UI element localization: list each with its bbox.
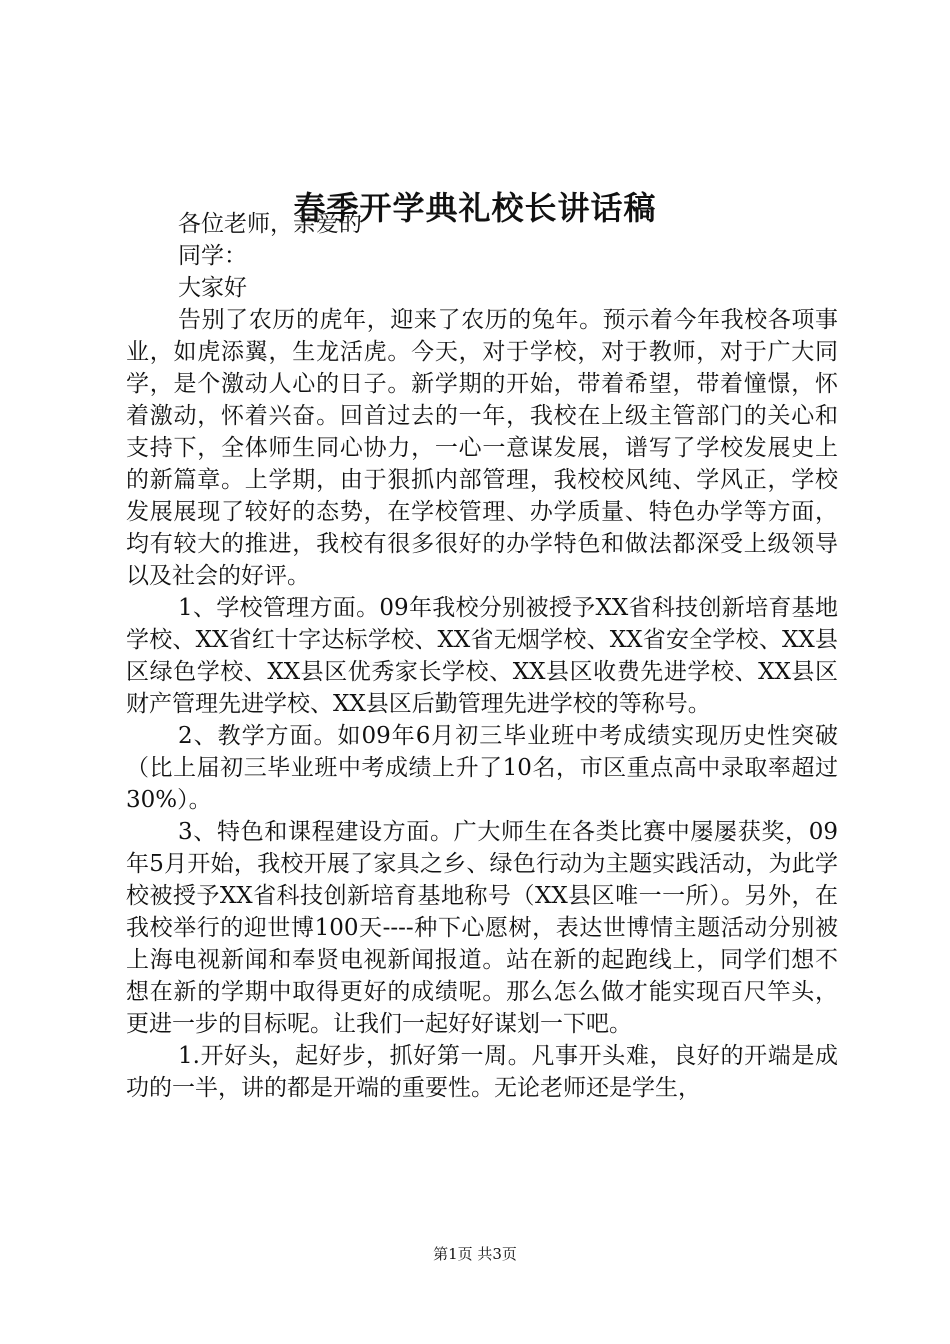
body-paragraph: 1.开好头，起好步，抓好第一周。凡事开头难，良好的开端是成功的一半，讲的都是开端的重要性。无论老师还是学生， (126, 1043, 838, 1101)
body-paragraph: 告别了农历的虎年，迎来了农历的兔年。预示着今年我校各项事业，如虎添翼，生龙活虎。今天，对于学校，对于教师，对于广大同学，是个激动人心的日子。新学期的开始，带着希望，带着憧憬，怀着激动，怀着兴奋。回首过去的一年，我校在上级主管部门的关心和支持下，全体师生同心协力，一心一意谋发展，谱写了学校发展史上的新篇章。上学期，由于狠抓内部管理，我校校风纯、学风正，学校发展展现了较好的态势，在学校管理、办学质量、特色办学等方面，均有较大的推进，我校有很多很好的办学特色和做法都深受上级领导以及社会的好评。 (126, 307, 838, 589)
page-number-footer: 第1页 共3页 (433, 1245, 517, 1263)
document-title: 春季开学典礼校长讲话稿 (293, 189, 657, 227)
body-paragraph: 1、学校管理方面。09年我校分别被授予XX省科技创新培育基地学校、XX省红十字达标学校、XX省无烟学校、XX省安全学校、XX县区绿色学校、XX县区优秀家长学校、XX县区收费先进学校、XX县区财产管理先进学校、XX县区后勤管理先进学校的等称号。 (126, 595, 838, 717)
greeting-line: 大家好 (178, 275, 247, 301)
greeting-line: 各位老师，亲爱的 (178, 211, 362, 237)
greeting-line: 同学： (178, 243, 247, 269)
body-paragraph: 3、特色和课程建设方面。广大师生在各类比赛中屡屡获奖，09年5月开始，我校开展了家具之乡、绿色行动为主题实践活动，为此学校被授予XX省科技创新培育基地称号（XX县区唯一一所）。另外，在我校举行的迎世博100天----种下心愿树，表达世博情主题活动分别被上海电视新闻和奉贤电视新闻报道。站在新的起跑线上，同学们想不想在新的学期中取得更好的成绩呢。那么怎么做才能实现百尺竿头，更进一步的目标呢。让我们一起好好谋划一下吧。 (126, 819, 838, 1037)
body-paragraph: 2、教学方面。如09年6月初三毕业班中考成绩实现历史性突破（比上届初三毕业班中考成绩上升了10名，市区重点高中录取率超过30%）。 (126, 723, 838, 813)
document-body (126, 208, 838, 1104)
